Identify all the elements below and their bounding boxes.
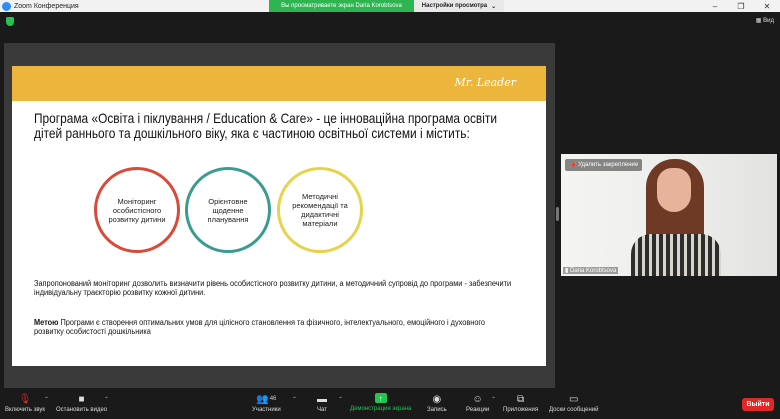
- audio-options-chevron-icon[interactable]: ⌃: [44, 397, 50, 403]
- slide-paragraph-goal: [34, 318, 512, 336]
- meeting-toolbar: [0, 391, 780, 419]
- slide-paragraph-monitoring: Запропонований моніторинг дозволить визначити рівень особистісного розвитку дитини, а методичний супровід до програми - забезпечити індивідуальну траєкторію розвитку кожної дитини.: [34, 279, 512, 297]
- reactions-button[interactable]: [466, 393, 489, 413]
- unmute-label: Включить звук: [5, 407, 46, 413]
- chat-label: Чат: [317, 407, 327, 413]
- share-screen-button[interactable]: [350, 393, 411, 412]
- security-shield-icon[interactable]: [6, 17, 14, 26]
- participants-count: 46: [269, 396, 277, 402]
- share-screen-label: Демонстрация экрана: [350, 406, 412, 412]
- restore-icon[interactable]: ❐: [737, 1, 745, 11]
- video-camera-icon: ■: [78, 393, 85, 405]
- goal-bold-word: Метою: [34, 318, 59, 327]
- record-icon: ◉: [432, 393, 442, 405]
- whiteboard-icon: ▭: [569, 393, 579, 405]
- window-title: Zoom Конференция: [14, 2, 79, 10]
- reactions-options-chevron-icon[interactable]: ⌃: [491, 397, 497, 403]
- chat-options-chevron-icon[interactable]: ⌃: [338, 397, 344, 403]
- apps-button[interactable]: [503, 393, 538, 413]
- view-label: Вид: [763, 18, 774, 24]
- apps-label: Приложения: [503, 407, 539, 413]
- participant-face: [657, 168, 691, 212]
- participant-name-tag: [563, 267, 618, 274]
- view-options-dropdown[interactable]: [414, 0, 504, 12]
- participant-video[interactable]: [561, 154, 777, 276]
- leave-button[interactable]: Выйти: [742, 398, 774, 411]
- chat-button[interactable]: [316, 393, 328, 413]
- unpin-label: Удалить закрепление: [578, 162, 639, 168]
- participant-name: Daria Korobtsova: [569, 268, 617, 274]
- apps-icon: ⧉: [516, 393, 525, 405]
- presentation-slide: [12, 66, 546, 366]
- pin-icon: 📌: [569, 162, 579, 169]
- participants-options-chevron-icon[interactable]: ⌃: [292, 397, 298, 403]
- record-button[interactable]: [427, 393, 447, 413]
- window-controls: [702, 0, 780, 12]
- slide-header-band: [12, 66, 546, 101]
- unpin-button[interactable]: [565, 159, 642, 171]
- smiley-icon: ☺: [472, 393, 483, 405]
- stop-video-button[interactable]: [56, 393, 110, 413]
- participants-label: Участники: [252, 407, 281, 413]
- circle-planning: Орієнтовне щоденне планування: [185, 167, 271, 253]
- chevron-down-icon: ⌄: [491, 3, 497, 10]
- participants-button[interactable]: [252, 393, 281, 413]
- zoom-logo-icon: [2, 2, 11, 11]
- signal-icon: ▮: [565, 268, 569, 274]
- view-options-label: Настройки просмотра: [421, 3, 488, 9]
- whiteboards-label: Доски сообщений: [549, 407, 599, 413]
- microphone-muted-icon: 🎙: [18, 393, 32, 405]
- whiteboards-button[interactable]: [549, 393, 599, 413]
- reactions-label: Реакции: [466, 407, 490, 413]
- record-label: Запись: [427, 407, 447, 413]
- participant-body: [631, 234, 721, 276]
- screen-share-banner: Вы просматриваете экран Daria Korobtsova: [269, 0, 414, 12]
- minimize-icon[interactable]: –: [712, 1, 718, 11]
- stop-video-label: Остановить видео: [56, 407, 108, 413]
- chat-bubble-icon: ▬: [317, 393, 327, 405]
- video-options-chevron-icon[interactable]: ⌃: [104, 397, 110, 403]
- view-button[interactable]: ▦ Вид: [755, 18, 774, 24]
- resize-handle[interactable]: [556, 207, 559, 221]
- goal-text: Програми є створення оптимальних умов для цілісного становлення та фізичного, інтелектуального, емоційного і духовного розвитку особистості дошкільника: [34, 318, 486, 336]
- participants-icon: 👥 46: [256, 393, 277, 405]
- share-arrow-icon: ↑: [375, 393, 387, 403]
- circle-monitoring: Моніторинг особистісного розвитку дитини: [94, 167, 180, 253]
- slide-title: Програма «Освіта і піклування / Education & Care» - це інноваційна програма освіти дітей раннього та дошкільного віку, яка є частиною освітньої системи і містить:: [34, 110, 497, 141]
- slide-logo: Mr. Leader: [454, 76, 516, 89]
- close-icon[interactable]: ✕: [763, 1, 771, 11]
- circle-materials: Методичні рекомендації та дидактичні матеріали: [277, 167, 363, 253]
- unmute-button[interactable]: [5, 393, 45, 413]
